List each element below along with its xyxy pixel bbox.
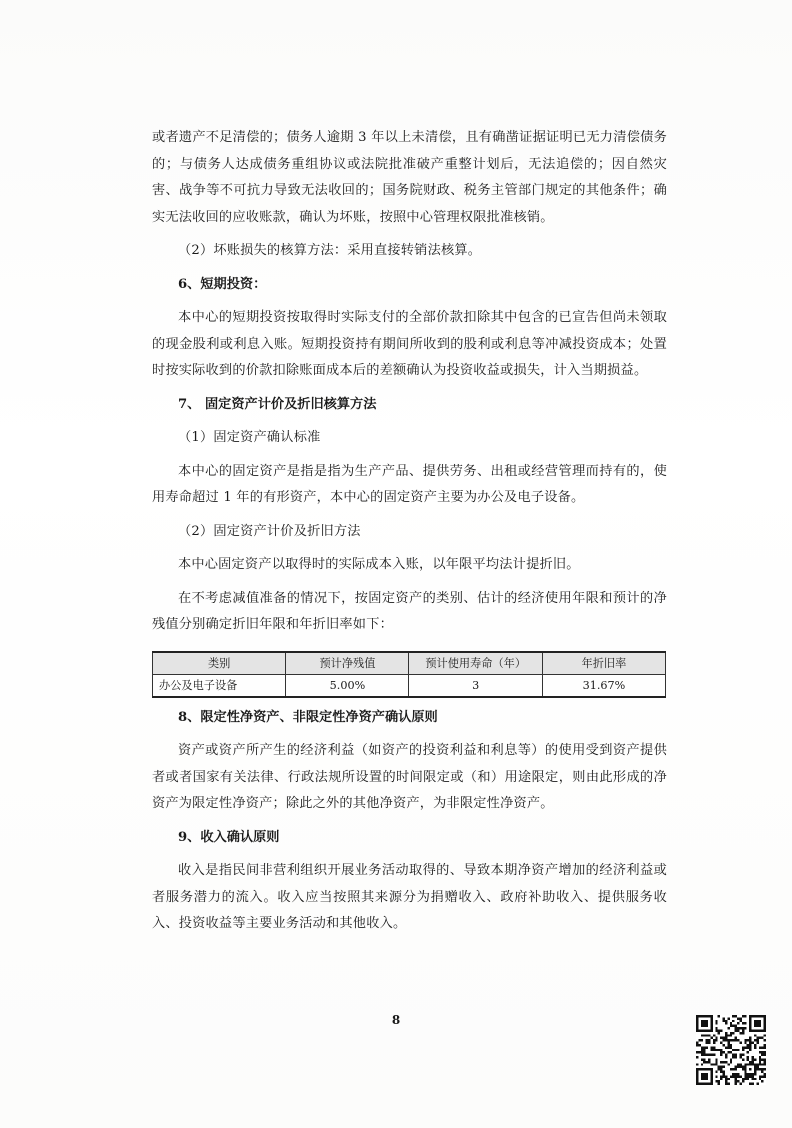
section-7-body3: 在不考虑减值准备的情况下，按固定资产的类别、估计的经济使用年限和预计的净残值分别确定折旧年限和年折旧率如下： — [152, 590, 667, 632]
table-cell: 办公及电子设备 — [153, 674, 286, 697]
intro-paragraph: 或者遗产不足清偿的；债务人逾期 3 年以上未清偿，且有确凿证据证明已无力清偿债务的；与债务人达成债务重组协议或法院批准破产重整计划后，无法追偿的；因自然灾害、战争等不可抗力导致无法收回的；国务院财政、税务主管部门规定的其他条件；确实无法收回的应收账款，确认为坏账，按照中心管理权限批准核销。 — [152, 130, 667, 225]
section-7-body2: 本中心固定资产以取得时的实际成本入账，以年限平均法计提折旧。 — [178, 557, 580, 572]
section-7-heading: 7、 固定资产计价及折旧核算方法 — [178, 396, 377, 412]
bad-debt-method-paragraph: （2）坏账损失的核算方法：采用直接转销法核算。 — [178, 243, 482, 258]
section-7-sub1: （1）固定资产确认标准 — [178, 430, 321, 445]
section-7-body1: 本中心的固定资产是指是指为生产产品、提供劳务、出租或经营管理而持有的，使用寿命超过 1 年的有形资产，本中心的固定资产主要为办公及电子设备。 — [152, 463, 667, 505]
table-row — [153, 674, 666, 697]
table-header-cell: 年折旧率 — [542, 652, 665, 675]
table-header-cell: 预计使用寿命（年） — [409, 652, 542, 675]
section-9-heading: 9、收入确认原则 — [178, 829, 280, 845]
section-8-body: 资产或资产所产生的经济利益（如资产的投资利益和利息等）的使用受到资产提供者或者国家有关法律、行政法规所设置的时间限定或（和）用途限定，则由此形成的净资产为限定性净资产；除此之外的其他净资产，为非限定性净资产。 — [152, 743, 667, 811]
section-7-sub2: （2）固定资产计价及折旧方法 — [178, 523, 361, 539]
section-6-body: 本中心的短期投资按取得时实际支付的全部价款扣除其中包含的已宣告但尚未领取的现金股利或利息入账。短期投资持有期间所收到的股利或利息等冲减投资成本；处置时按实际收到的价款扣除账面成本后的差额确认为投资收益或损失，计入当期损益。 — [152, 310, 667, 378]
section-8-heading: 8、限定性净资产、非限定性净资产确认原则 — [178, 709, 438, 725]
section-6-heading: 6、短期投资： — [178, 276, 267, 292]
section-9-body: 收入是指民间非营利组织开展业务活动取得的、导致本期净资产增加的经济利益或者服务潜力的流入。收入应当按照其来源分为捐赠收入、政府补助收入、提供服务收入、投资收益等主要业务活动和其他收入。 — [152, 863, 667, 931]
table-header-cell: 预计净残值 — [286, 652, 409, 675]
table-cell: 5.00% — [286, 674, 409, 697]
table-header-row — [153, 652, 666, 675]
depreciation-table — [152, 651, 666, 698]
qr-code-icon — [696, 1015, 766, 1085]
table-cell: 31.67% — [542, 674, 665, 697]
table-cell: 3 — [409, 674, 542, 697]
page-number: 8 — [391, 1013, 401, 1027]
document-body — [152, 125, 667, 938]
table-header-cell: 类别 — [153, 652, 286, 675]
